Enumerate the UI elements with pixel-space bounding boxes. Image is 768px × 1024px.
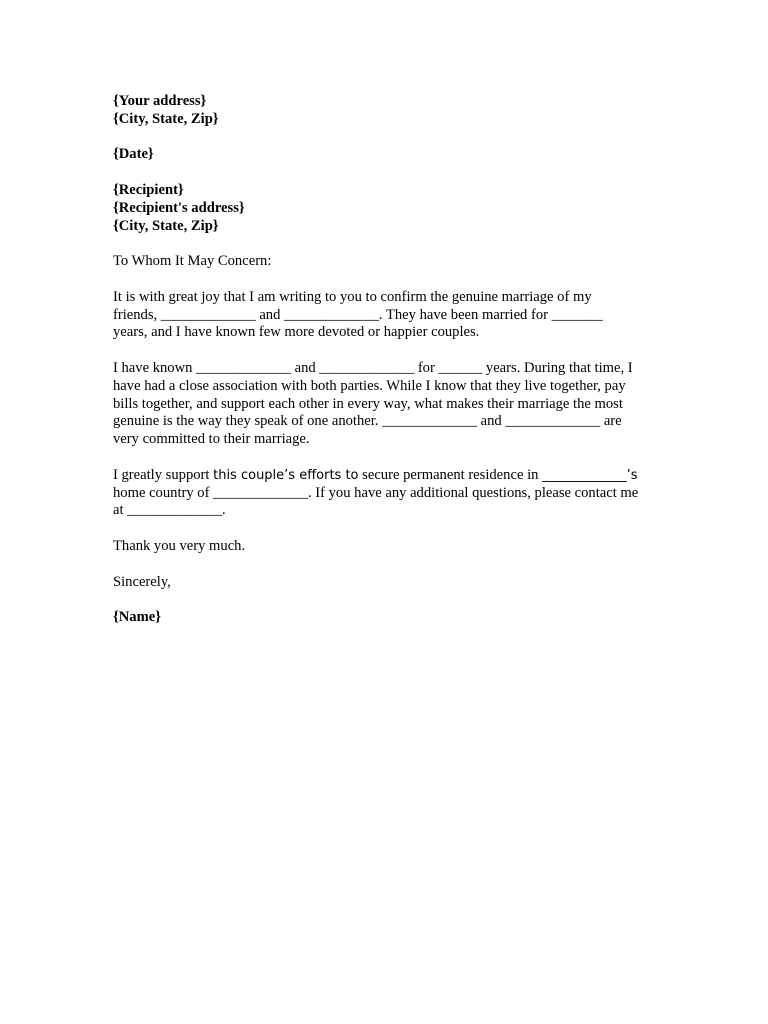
letter-date: {Date}: [113, 146, 154, 163]
paragraph-2: [113, 360, 663, 449]
paragraph-3-line-1-part-d: _____________’s: [542, 467, 638, 483]
paragraph-3-line-1-part-a: I greatly support: [113, 466, 214, 483]
signature-name: {Name}: [113, 609, 161, 626]
paragraph-3-line-1-part-b: this couple’s efforts to: [213, 467, 359, 483]
paragraph-3-line-1: [113, 467, 663, 485]
paragraph-3-line-1-part-c: secure permanent residence in: [358, 466, 543, 483]
paragraph-1-line-2: friends, _____________ and _____________. They have been married for _______: [113, 306, 603, 323]
sender-block: [113, 93, 663, 129]
recipient-address: {Recipient's address}: [113, 199, 245, 216]
paragraph-2-line-3: bills together, and support each other in every way, what makes their marriage the most: [113, 395, 623, 412]
sender-address: {Your address}: [113, 93, 207, 109]
paragraph-2-line-4: genuine is the way they speak of one another. _____________ and _____________ are: [113, 413, 622, 430]
letter-body: [113, 93, 663, 645]
paragraph-4: [113, 538, 663, 556]
salutation-text: To Whom It May Concern:: [113, 253, 272, 270]
recipient-block: [113, 182, 663, 235]
signature-block: [113, 609, 663, 627]
paragraph-1-line-3: years, and I have known few more devoted or happier couples.: [113, 324, 480, 341]
salutation: [113, 253, 663, 271]
closing-text: Sincerely,: [113, 573, 171, 590]
paragraph-1-line-1: It is with great joy that I am writing to you to confirm the genuine marriage of my: [113, 288, 592, 305]
sender-city-state-zip: {City, State, Zip}: [113, 110, 219, 127]
paragraph-3-line-3: at _____________.: [113, 502, 226, 519]
paragraph-2-line-2: have had a close association with both parties. While I know that they live together, pay: [113, 377, 626, 394]
paragraph-4-text: Thank you very much.: [113, 537, 246, 554]
recipient-city-state-zip: {City, State, Zip}: [113, 217, 219, 234]
paragraph-2-line-1: I have known _____________ and _____________ for ______ years. During that time, I: [113, 359, 633, 376]
date-block: [113, 146, 663, 164]
paragraph-2-line-5: very committed to their marriage.: [113, 431, 310, 448]
paragraph-3-line-2: home country of _____________. If you have any additional questions, please contact me: [113, 484, 639, 501]
recipient-name: {Recipient}: [113, 181, 184, 198]
closing: [113, 574, 663, 592]
paragraph-1: [113, 289, 663, 342]
paragraph-3: [113, 467, 663, 520]
